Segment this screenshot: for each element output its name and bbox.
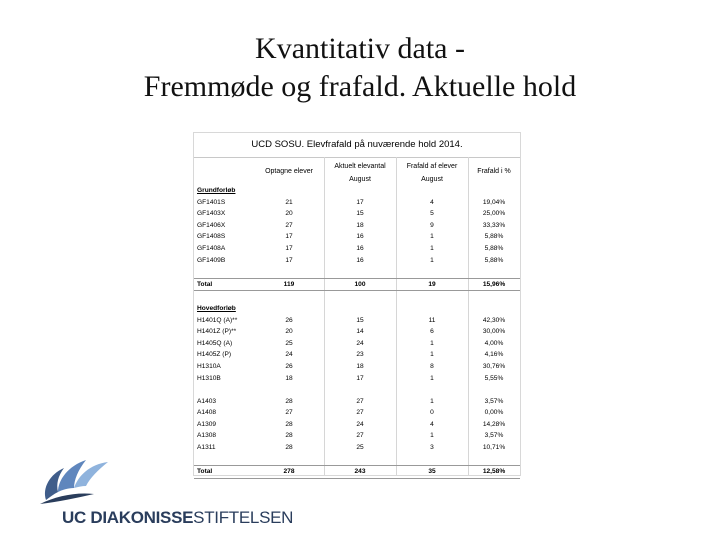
section-label: Grundforløb bbox=[197, 187, 236, 194]
table-caption: UCD SOSU. Elevfrafald på nuværende hold 2014. bbox=[194, 133, 520, 158]
aktuelt-cell: 16 bbox=[356, 256, 364, 264]
total-frafald: 35 bbox=[428, 468, 436, 476]
table-row bbox=[194, 243, 520, 255]
frafald-cell: 4 bbox=[430, 420, 434, 428]
total-frafald: 19 bbox=[428, 280, 436, 288]
hold-cell: GF1401S bbox=[197, 198, 226, 206]
aktuelt-cell: 15 bbox=[356, 210, 364, 218]
frafald-cell: 1 bbox=[430, 397, 434, 405]
pct-cell: 4,00% bbox=[484, 339, 504, 347]
optagne-cell: 28 bbox=[285, 444, 293, 452]
pct-cell: 14,28% bbox=[482, 420, 506, 428]
hold-cell: A1309 bbox=[197, 420, 217, 428]
table-row bbox=[194, 231, 520, 243]
hold-cell: A1403 bbox=[197, 397, 217, 405]
aktuelt-cell: 23 bbox=[356, 351, 364, 359]
col-aktuelt-label: Aktuelt elevantal bbox=[334, 163, 386, 170]
table-row bbox=[194, 430, 520, 442]
hold-cell: GF1408A bbox=[197, 244, 226, 252]
hold-cell: GF1406X bbox=[197, 221, 226, 229]
hold-cell: H1405Z (P) bbox=[197, 351, 232, 359]
grund-rows bbox=[194, 197, 520, 267]
uc-diakonissestiftelsen-logo bbox=[36, 458, 336, 530]
optagne-cell: 26 bbox=[285, 362, 293, 370]
col-pct-label: Frafald i % bbox=[477, 168, 511, 175]
logo-text-thin: STIFTELSEN bbox=[193, 508, 294, 527]
total-aktuelt: 243 bbox=[354, 468, 366, 476]
col-pct bbox=[468, 165, 520, 178]
table-body bbox=[194, 185, 520, 479]
hold-cell: H1401Z (P)** bbox=[197, 328, 237, 336]
table-row bbox=[194, 255, 520, 267]
optagne-cell: 21 bbox=[285, 198, 293, 206]
hold-cell: H1310B bbox=[197, 374, 221, 382]
total-optagne: 119 bbox=[283, 280, 295, 288]
frafald-cell: 4 bbox=[430, 198, 434, 206]
hold-cell: GF1409B bbox=[197, 256, 226, 264]
aktuelt-cell: 24 bbox=[356, 339, 364, 347]
pct-cell: 5,55% bbox=[484, 374, 504, 382]
table-row bbox=[194, 442, 520, 454]
col-frafald bbox=[396, 160, 468, 186]
pct-cell: 3,57% bbox=[484, 432, 504, 440]
optagne-cell: 26 bbox=[285, 316, 293, 324]
pct-cell: 5,88% bbox=[484, 244, 504, 252]
pct-cell: 3,57% bbox=[484, 397, 504, 405]
table-row bbox=[194, 373, 520, 385]
blank-row bbox=[194, 291, 520, 303]
pct-cell: 33,33% bbox=[482, 221, 506, 229]
pct-cell: 5,88% bbox=[484, 233, 504, 241]
bird-logo-icon bbox=[36, 452, 116, 512]
optagne-cell: 24 bbox=[285, 351, 293, 359]
table-row bbox=[194, 338, 520, 350]
table-row bbox=[194, 396, 520, 408]
frafald-cell: 5 bbox=[430, 210, 434, 218]
hold-cell: GF1403X bbox=[197, 210, 226, 218]
optagne-cell: 27 bbox=[285, 409, 293, 417]
a-rows bbox=[194, 396, 520, 454]
frafald-cell: 1 bbox=[430, 233, 434, 241]
pct-cell: 4,16% bbox=[484, 351, 504, 359]
optagne-cell: 25 bbox=[285, 339, 293, 347]
hold-cell: A1408 bbox=[197, 409, 217, 417]
total-label: Total bbox=[197, 468, 213, 476]
total-label: Total bbox=[197, 280, 213, 288]
frafald-cell: 11 bbox=[428, 316, 436, 324]
optagne-cell: 20 bbox=[285, 210, 293, 218]
aktuelt-cell: 24 bbox=[356, 420, 364, 428]
section-label: Hovedforløb bbox=[197, 304, 236, 312]
total-aktuelt: 100 bbox=[354, 280, 366, 288]
logo-wordmark bbox=[62, 508, 293, 528]
aktuelt-cell: 15 bbox=[356, 316, 364, 324]
grund-total-row bbox=[194, 278, 520, 292]
optagne-cell: 17 bbox=[285, 244, 293, 252]
blank-row bbox=[194, 384, 520, 396]
hold-cell: A1308 bbox=[197, 432, 217, 440]
table-row bbox=[194, 208, 520, 220]
table-row bbox=[194, 361, 520, 373]
slide-title bbox=[0, 30, 720, 106]
aktuelt-cell: 16 bbox=[356, 233, 364, 241]
frafald-cell: 1 bbox=[430, 244, 434, 252]
table-row bbox=[194, 407, 520, 419]
table-row bbox=[194, 349, 520, 361]
pct-cell: 0,00% bbox=[484, 409, 504, 417]
pct-cell: 25,00% bbox=[482, 210, 506, 218]
col-optagne bbox=[254, 165, 324, 178]
col-frafald-label: Frafald af elever bbox=[406, 163, 458, 170]
frafald-cell: 3 bbox=[430, 444, 434, 452]
aktuelt-cell: 18 bbox=[356, 221, 364, 229]
frafald-cell: 1 bbox=[430, 339, 434, 347]
frafald-cell: 0 bbox=[430, 409, 434, 417]
pct-cell: 30,00% bbox=[482, 328, 506, 336]
frafald-cell: 6 bbox=[430, 328, 434, 336]
pct-cell: 42,30% bbox=[482, 316, 506, 324]
table-row bbox=[194, 419, 520, 431]
optagne-cell: 27 bbox=[285, 221, 293, 229]
table-row bbox=[194, 315, 520, 327]
aktuelt-cell: 27 bbox=[356, 432, 364, 440]
hold-cell: A1311 bbox=[197, 444, 216, 452]
title-line-1: Kvantitativ data - bbox=[255, 32, 465, 65]
total-pct: 15,96% bbox=[482, 280, 506, 288]
table-row bbox=[194, 197, 520, 209]
aktuelt-cell: 16 bbox=[356, 244, 364, 252]
aktuelt-cell: 27 bbox=[356, 409, 364, 417]
section-header-hoved bbox=[194, 303, 520, 315]
table-row bbox=[194, 220, 520, 232]
title-line-2: Fremmøde og frafald. Aktuelle hold bbox=[143, 70, 577, 103]
optagne-cell: 18 bbox=[285, 374, 293, 382]
dropout-table bbox=[194, 133, 520, 475]
frafald-cell: 9 bbox=[430, 221, 434, 229]
frafald-cell: 1 bbox=[430, 351, 434, 359]
pct-cell: 5,88% bbox=[484, 256, 504, 264]
aktuelt-cell: 27 bbox=[356, 397, 364, 405]
total-optagne: 278 bbox=[283, 468, 295, 476]
logo-text-bold: UC DIAKONISSE bbox=[62, 508, 194, 527]
table-row bbox=[194, 326, 520, 338]
col-optagne-label: Optagne elever bbox=[265, 168, 313, 175]
pct-cell: 30,76% bbox=[482, 362, 506, 370]
frafald-cell: 8 bbox=[430, 362, 434, 370]
col-aktuelt bbox=[324, 160, 396, 186]
optagne-cell: 17 bbox=[285, 233, 293, 241]
hold-cell: H1401Q (A)** bbox=[197, 316, 238, 324]
optagne-cell: 28 bbox=[285, 432, 293, 440]
col-frafald-sub: August bbox=[421, 176, 443, 183]
total-pct: 12,58% bbox=[482, 468, 506, 476]
frafald-cell: 1 bbox=[430, 432, 434, 440]
section-header-grund bbox=[194, 185, 520, 197]
blank-row bbox=[194, 266, 520, 278]
optagne-cell: 17 bbox=[285, 256, 293, 264]
hold-cell: H1405Q (A) bbox=[197, 339, 233, 347]
aktuelt-cell: 17 bbox=[356, 198, 364, 206]
pct-cell: 10,71% bbox=[482, 444, 506, 452]
hold-cell: H1310A bbox=[197, 362, 221, 370]
col-aktuelt-sub: August bbox=[349, 176, 371, 183]
aktuelt-cell: 18 bbox=[356, 362, 364, 370]
aktuelt-cell: 14 bbox=[356, 328, 364, 336]
frafald-cell: 1 bbox=[430, 374, 434, 382]
optagne-cell: 28 bbox=[285, 420, 293, 428]
hold-cell: GF1408S bbox=[197, 233, 226, 241]
aktuelt-cell: 25 bbox=[356, 444, 364, 452]
pct-cell: 19,04% bbox=[482, 198, 506, 206]
hoved-rows bbox=[194, 315, 520, 385]
frafald-cell: 1 bbox=[430, 256, 434, 264]
optagne-cell: 20 bbox=[285, 328, 293, 336]
optagne-cell: 28 bbox=[285, 397, 293, 405]
aktuelt-cell: 17 bbox=[356, 374, 364, 382]
